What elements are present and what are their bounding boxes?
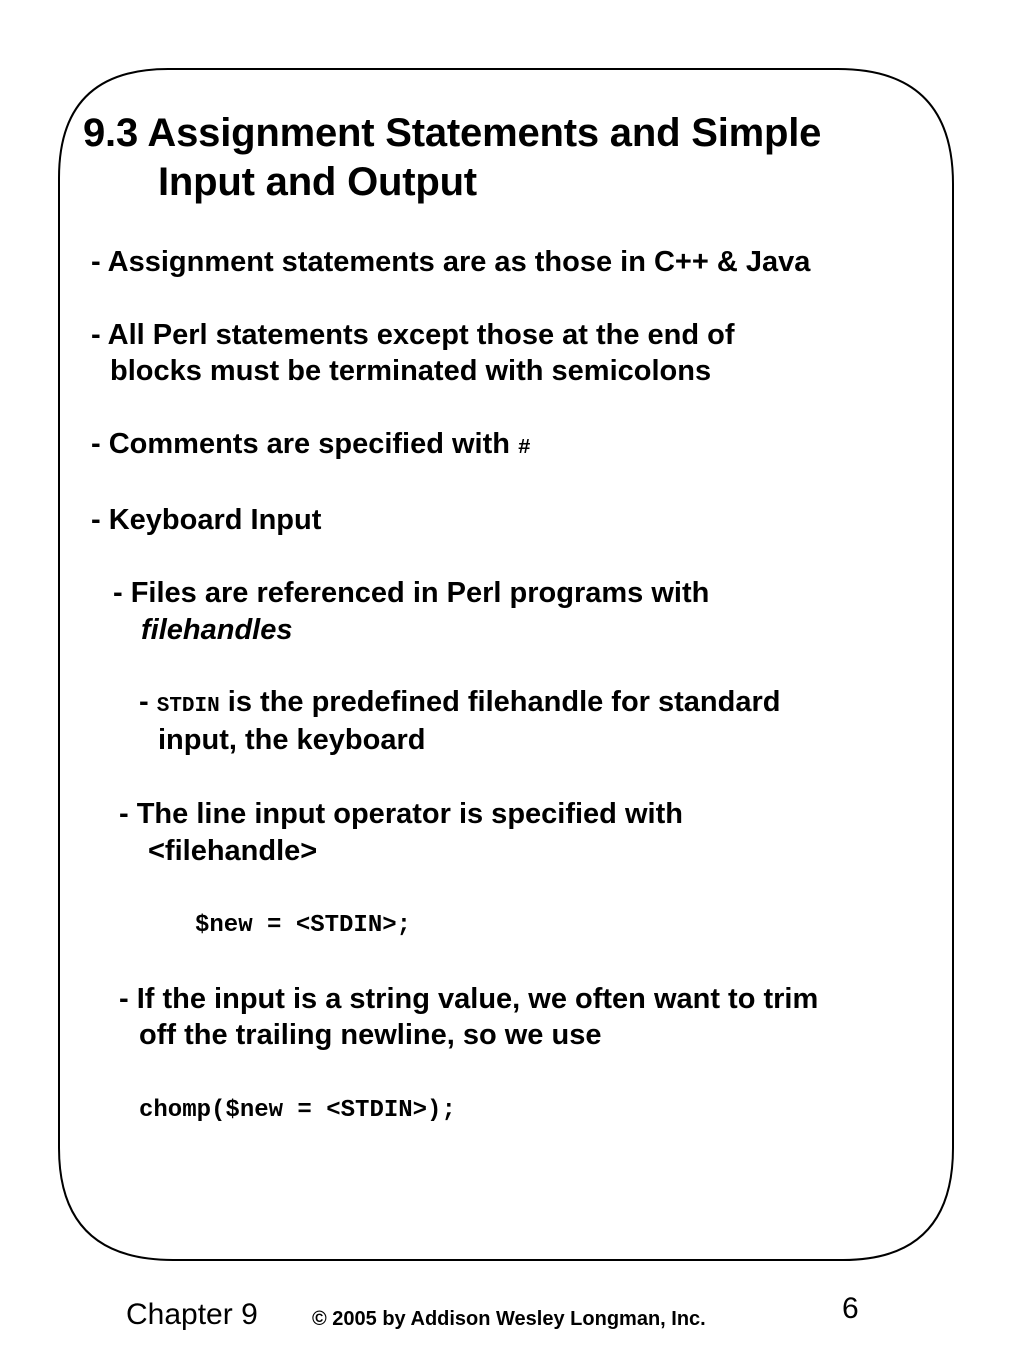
bullet-line-input-line1: - The line input operator is specified with: [119, 798, 683, 830]
bullet-trim-line1: - If the input is a string value, we often want to trim: [119, 983, 819, 1015]
bullet-line-input-line2: <filehandle>: [148, 835, 318, 867]
bullet-perl-line2: blocks must be terminated with semicolons: [110, 355, 712, 387]
slide-title-line1: 9.3 Assignment Statements and Simple: [83, 111, 822, 155]
bullet-stdin-rest: is the predefined filehandle for standard: [219, 686, 781, 718]
bullet-stdin-dash: -: [139, 686, 157, 718]
code-example-1: $new = <STDIN>;: [195, 912, 412, 939]
bullet-comments-symbol: #: [518, 437, 531, 460]
footer-copyright: © 2005 by Addison Wesley Longman, Inc.: [312, 1308, 706, 1330]
bullet-files-line2: filehandles: [141, 614, 293, 646]
code-example-2: chomp($new = <STDIN>);: [139, 1097, 456, 1124]
bullet-comments: [91, 430, 531, 459]
bullet-files-line1: - Files are referenced in Perl programs with: [113, 577, 710, 609]
slide-title-line2: Input and Output: [158, 160, 477, 204]
bullet-stdin-line1: [139, 688, 781, 717]
footer-page-number: 6: [842, 1292, 859, 1325]
footer-chapter: Chapter 9: [126, 1298, 258, 1331]
bullet-assignment: - Assignment statements are as those in C++ & Java: [91, 246, 811, 278]
bullet-trim-line2: off the trailing newline, so we use: [139, 1019, 602, 1051]
bullet-stdin-line2: input, the keyboard: [158, 724, 426, 756]
bullet-perl-line1: - All Perl statements except those at the end of: [91, 319, 735, 351]
bullet-keyboard: - Keyboard Input: [91, 504, 322, 536]
bullet-comments-text: - Comments are specified with: [91, 428, 519, 460]
bullet-stdin-code: STDIN: [156, 695, 220, 718]
